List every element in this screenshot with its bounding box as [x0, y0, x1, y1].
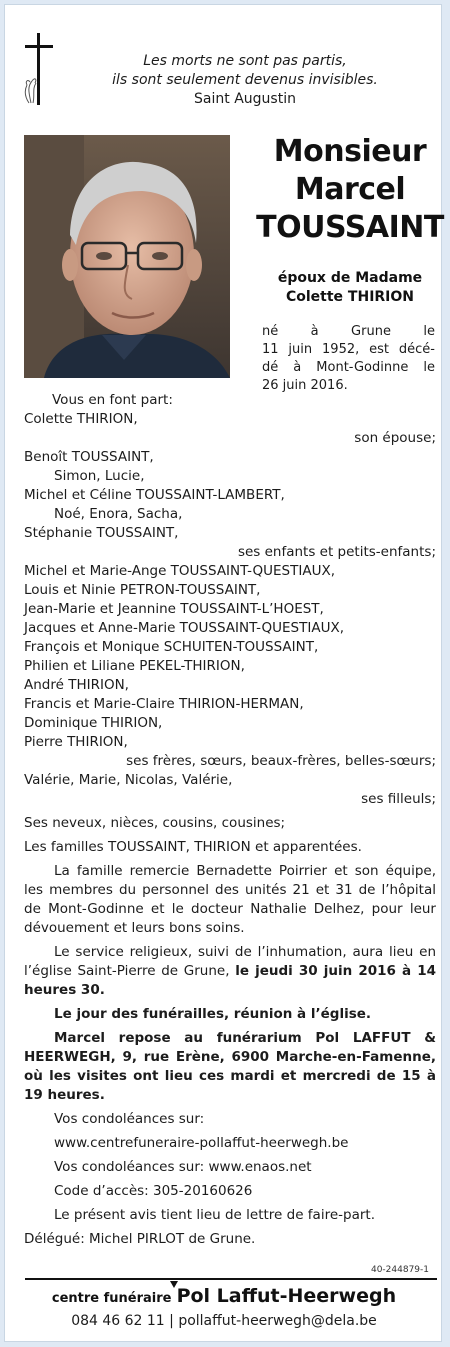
epigraph [75, 52, 415, 109]
birth-line: dé à Mont-Godinne le [262, 360, 435, 375]
birth-death-info [262, 323, 435, 395]
thanks-paragraph: La famille remercie Bernadette Poirrier et son équipe, les membres du personnel des unités 21 et 31 de l’hôpital de Mont-Godinne et le docteur Nathalie Delhez, pour leur dévouement et leurs bons soins. [24, 863, 436, 936]
children-role: ses enfants et petits-enfants; [237, 544, 436, 560]
family-line: François et Monique SCHUITEN-TOUSSAINT, [24, 639, 319, 655]
condolences-label: Vos condoléances sur: [54, 1111, 205, 1127]
siblings-role: ses frères, sœurs, beaux-frères, belles-sœurs; [126, 753, 436, 769]
access-code: Code d’accès: 305-20160626 [54, 1183, 253, 1199]
birth-line: né à Grune le [262, 324, 435, 339]
name-first: Marcel [294, 172, 406, 207]
funeral-home-title: Pol Laffut-Heerwegh [176, 1285, 397, 1307]
family-line: Simon, Lucie, [54, 468, 145, 484]
birth-line: 26 juin 2016. [262, 378, 348, 393]
family-line: Noé, Enora, Sacha, [54, 506, 183, 522]
funeral-home-contact: 084 46 62 11 | pollaffut-heerwegh@dela.be [71, 1313, 377, 1329]
announcement-body [24, 391, 436, 1249]
family-line: Jacques et Anne-Marie TOUSSAINT-QUESTIAUX, [24, 620, 344, 636]
cross-icon [23, 33, 55, 105]
service-paragraph [24, 943, 436, 1000]
spouse-line-2: Colette THIRION [285, 289, 415, 305]
name-last: TOUSSAINT [256, 210, 444, 245]
obituary-card [4, 4, 442, 1342]
nephews-line: Ses neveux, nièces, cousins, cousines; [24, 815, 286, 831]
funeral-day-line [24, 1005, 436, 1024]
quote-line-1: Les morts ne sont pas partis, [143, 53, 347, 69]
godchildren-role: ses filleuls; [361, 791, 436, 807]
spouse-role: son épouse; [354, 430, 436, 446]
notice-line: Le présent avis tient lieu de lettre de faire-part. [54, 1207, 375, 1223]
family-line: André THIRION, [24, 677, 129, 693]
quote-line-2: ils sont seulement devenus invisibles. [112, 72, 378, 88]
birth-line: 11 juin 1952, est décé- [262, 342, 435, 357]
service-text: Le service religieux, suivi de l’inhumation, aura lieu en l’église Saint-Pierre de Grune, [24, 944, 436, 979]
funeral-home-prefix: centre funéraire [51, 1291, 172, 1306]
quote-author: Saint Augustin [194, 91, 296, 107]
funeral-home-name [5, 1285, 443, 1307]
reference-number: 40-244879-1 [370, 1265, 429, 1275]
condolences-url[interactable]: www.centrefuneraire-pollaffut-heerwegh.be [54, 1135, 349, 1151]
deceased-name [255, 133, 445, 247]
portrait-photo [24, 135, 230, 378]
family-line: Michel et Marie-Ange TOUSSAINT-QUESTIAUX, [24, 563, 335, 579]
family-line: Louis et Ninie PETRON-TOUSSAINT, [24, 582, 261, 598]
intro-text: Vous en font part: [52, 392, 173, 408]
rest-text: Marcel repose au funérarium Pol LAFFUT & HEERWEGH, 9, rue Erène, 6900 Marche-en-Famenne, où les visites ont lieu ces mardi et mercredi de 15 à 19 heures. [24, 1030, 436, 1103]
family-line: Stéphanie TOUSSAINT, [24, 525, 179, 541]
family-line: Francis et Marie-Claire THIRION-HERMAN, [24, 696, 304, 712]
families-line: Les familles TOUSSAINT, THIRION et apparentées. [24, 839, 362, 855]
name-title: Monsieur [273, 134, 427, 169]
family-line: Michel et Céline TOUSSAINT-LAMBERT, [24, 487, 285, 503]
delegate-line: Délégué: Michel PIRLOT de Grune. [24, 1231, 256, 1247]
family-line: Philien et Liliane PEKEL-THIRION, [24, 658, 245, 674]
rest-paragraph [24, 1029, 436, 1105]
funeral-day-text: Le jour des funérailles, réunion à l’église. [54, 1006, 372, 1022]
spouse-name: Colette THIRION, [24, 411, 138, 427]
family-line: Pierre THIRION, [24, 734, 128, 750]
family-line: Jean-Marie et Jeannine TOUSSAINT-L’HOEST, [24, 601, 324, 617]
service-date: le jeudi 30 juin 2016 à 14 heures 30. [24, 963, 436, 998]
family-line: Benoît TOUSSAINT, [24, 449, 154, 465]
spouse-line-1: époux de Madame [277, 270, 423, 286]
family-line: Dominique THIRION, [24, 715, 163, 731]
spouse-line [255, 269, 445, 307]
condolences-enaos: Vos condoléances sur: www.enaos.net [54, 1159, 312, 1175]
footer-divider [25, 1278, 437, 1280]
godchildren-line: Valérie, Marie, Nicolas, Valérie, [24, 772, 233, 788]
